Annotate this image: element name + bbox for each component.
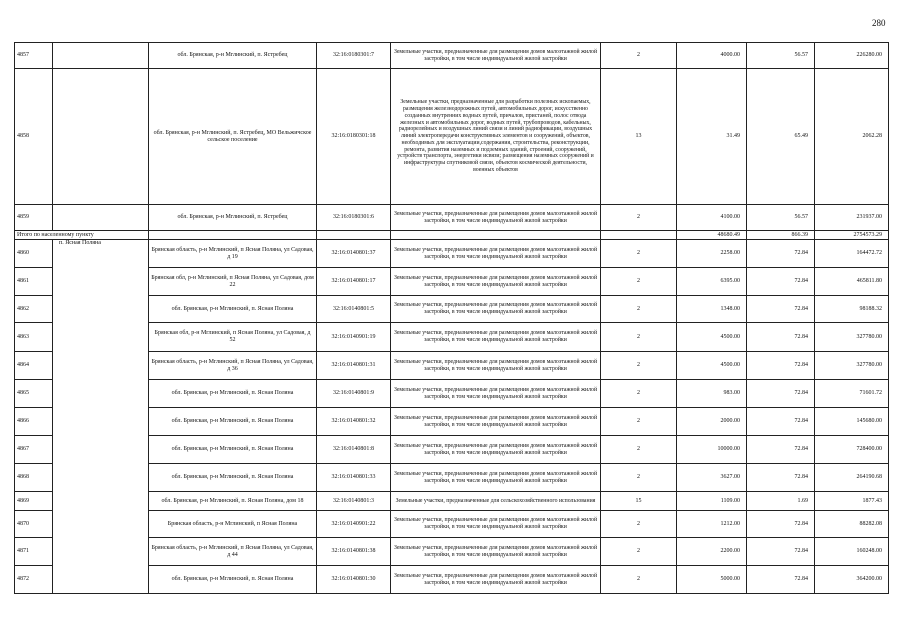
address-cell: обл. Брянская, р-н Мглинский, п. Ястребец: [149, 43, 317, 69]
cadastral-number: 32:16:0140801:33: [317, 464, 391, 492]
rate-cell: 56.57: [747, 205, 815, 231]
land-use-cell: Земельные участки, предназначенные для размещения домов малоэтажной жилой застройки, в том числе индивидуальной жилой застройки: [391, 268, 601, 296]
value-cell: 226280.00: [815, 43, 889, 69]
row-number: 4862: [15, 296, 53, 323]
area-cell: 4100.00: [677, 205, 747, 231]
settlement-name: п. Ясная Поляна: [53, 240, 149, 594]
land-valuation-table: [14, 42, 889, 594]
value-cell: 728400.00: [815, 436, 889, 464]
value-cell: 327780.00: [815, 323, 889, 352]
row-number: 4864: [15, 352, 53, 380]
area-cell: 2000.00: [677, 408, 747, 436]
value-cell: 71601.72: [815, 380, 889, 408]
area-cell: 6395.00: [677, 268, 747, 296]
subtotal-row: [15, 231, 889, 240]
group-cell: 2: [601, 380, 677, 408]
area-cell: 4000.00: [677, 43, 747, 69]
rate-cell: 72.84: [747, 538, 815, 566]
rate-cell: 72.84: [747, 352, 815, 380]
land-use-cell: Земельные участки, предназначенные для размещения домов малоэтажной жилой застройки, в том числе индивидуальной жилой застройки: [391, 408, 601, 436]
cadastral-number: 32:16:0140801:30: [317, 566, 391, 594]
value-cell: 160248.00: [815, 538, 889, 566]
row-number: 4857: [15, 43, 53, 69]
group-cell: 2: [601, 538, 677, 566]
rate-cell: 72.84: [747, 511, 815, 538]
land-use-cell: Земельные участки, предназначенные для размещения домов малоэтажной жилой застройки, в том числе индивидуальной жилой застройки: [391, 205, 601, 231]
group-cell: 15: [601, 492, 677, 511]
address-cell: обл. Брянская, р-н Мглинский, п. Ясная Поляна, дом 18: [149, 492, 317, 511]
group-cell: 2: [601, 464, 677, 492]
table-row: [15, 43, 889, 69]
area-cell: 31.49: [677, 69, 747, 205]
value-cell: 327780.00: [815, 352, 889, 380]
value-cell: 231937.00: [815, 205, 889, 231]
address-cell: обл. Брянская, р-н Мглинский, п. Ясная Поляна: [149, 436, 317, 464]
rate-cell: 56.57: [747, 43, 815, 69]
address-cell: обл. Брянская, р-н Мглинский, п. Ясная Поляна: [149, 464, 317, 492]
address-cell: обл. Брянская, р-н Мглинский, п. Ястребец, МО Вельжичское сельское поселение: [149, 69, 317, 205]
row-number: 4860: [15, 240, 53, 268]
group-cell: 2: [601, 566, 677, 594]
area-cell: 2200.00: [677, 538, 747, 566]
area-cell: 4500.00: [677, 352, 747, 380]
empty-cell: [53, 205, 149, 231]
land-use-cell: Земельные участки, предназначенные для размещения домов малоэтажной жилой застройки, в том числе индивидуальной жилой застройки: [391, 323, 601, 352]
group-cell: 13: [601, 69, 677, 205]
group-cell: 2: [601, 323, 677, 352]
group-cell: 2: [601, 436, 677, 464]
empty-cell: [53, 69, 149, 205]
value-cell: 98188.32: [815, 296, 889, 323]
group-cell: 2: [601, 205, 677, 231]
group-cell: 2: [601, 43, 677, 69]
row-number: 4865: [15, 380, 53, 408]
area-cell: 1109.00: [677, 492, 747, 511]
row-number: 4869: [15, 492, 53, 511]
land-use-cell: Земельные участки, предназначенные для размещения домов малоэтажной жилой застройки, в том числе индивидуальной жилой застройки: [391, 464, 601, 492]
land-use-cell: Земельные участки, предназначенные для размещения домов малоэтажной жилой застройки, в том числе индивидуальной жилой застройки: [391, 566, 601, 594]
cadastral-number: 32:16:0140801:37: [317, 240, 391, 268]
group-cell: 2: [601, 268, 677, 296]
rate-cell: 72.84: [747, 296, 815, 323]
address-cell: Брянская обл, р-н Мглинский, п Ясная Поляна, ул Садовая, д 52: [149, 323, 317, 352]
land-use-cell: Земельные участки, предназначенные для размещения домов малоэтажной жилой застройки, в том числе индивидуальной жилой застройки: [391, 511, 601, 538]
row-number: 4863: [15, 323, 53, 352]
land-use-cell: Земельные участки, предназначенные для размещения домов малоэтажной жилой застройки, в том числе индивидуальной жилой застройки: [391, 240, 601, 268]
value-cell: 145680.00: [815, 408, 889, 436]
cadastral-number: 32:16:0140801:9: [317, 380, 391, 408]
address-cell: Брянская область, р-н Мглинский, п Ясная Поляна, ул Садовая, д 36: [149, 352, 317, 380]
cadastral-number: 32:16:0140801:8: [317, 436, 391, 464]
row-number: 4870: [15, 511, 53, 538]
row-number: 4871: [15, 538, 53, 566]
address-cell: обл. Брянская, р-н Мглинский, п. Ясная Поляна: [149, 566, 317, 594]
row-number: 4872: [15, 566, 53, 594]
row-number: 4868: [15, 464, 53, 492]
value-cell: 164472.72: [815, 240, 889, 268]
address-cell: обл. Брянская, р-н Мглинский, п. Ясная Поляна: [149, 380, 317, 408]
row-number: 4867: [15, 436, 53, 464]
value-cell: 364200.00: [815, 566, 889, 594]
cadastral-number: 32:16:0140801:38: [317, 538, 391, 566]
area-cell: 1212.00: [677, 511, 747, 538]
address-cell: Брянская обл, р-н Мглинский, п Ясная Поляна, ул Садовая, дом 22: [149, 268, 317, 296]
subtotal-area: 48680.49: [677, 231, 747, 240]
rate-cell: 65.49: [747, 69, 815, 205]
land-use-cell: Земельные участки, предназначенные для размещения домов малоэтажной жилой застройки, в том числе индивидуальной жилой застройки: [391, 436, 601, 464]
cadastral-number: 32:16:0140801:32: [317, 408, 391, 436]
row-number: 4858: [15, 69, 53, 205]
rate-cell: 72.84: [747, 323, 815, 352]
land-use-cell: Земельные участки, предназначенные для размещения домов малоэтажной жилой застройки, в том числе индивидуальной жилой застройки: [391, 352, 601, 380]
rate-cell: 1.69: [747, 492, 815, 511]
land-use-cell: Земельные участки, предназначенные для размещения домов малоэтажной жилой застройки, в том числе индивидуальной жилой застройки: [391, 296, 601, 323]
rate-cell: 72.84: [747, 566, 815, 594]
area-cell: 2258.00: [677, 240, 747, 268]
group-cell: 2: [601, 352, 677, 380]
row-number: 4866: [15, 408, 53, 436]
row-number: 4859: [15, 205, 53, 231]
cadastral-number: 32:16:0140801:3: [317, 492, 391, 511]
address-cell: обл. Брянская, р-н Мглинский, п. Ястребец: [149, 205, 317, 231]
subtotal-rate: 866.39: [747, 231, 815, 240]
cadastral-number: 32:16:0140801:31: [317, 352, 391, 380]
table-row: [15, 69, 889, 205]
value-cell: 88282.08: [815, 511, 889, 538]
address-cell: обл. Брянская, р-н Мглинский, п. Ясная Поляна: [149, 408, 317, 436]
rate-cell: 72.84: [747, 268, 815, 296]
address-cell: Брянская область, р-н Мглинский, п Ясная Поляна: [149, 511, 317, 538]
address-cell: Брянская область, р-н Мглинский, п Ясная Поляна, ул Садовая, д 44: [149, 538, 317, 566]
table-row: [15, 205, 889, 231]
row-number: 4861: [15, 268, 53, 296]
value-cell: 2062.28: [815, 69, 889, 205]
land-use-cell: Земельные участки, предназначенные для сельскохозяйственного использования: [391, 492, 601, 511]
value-cell: 1877.43: [815, 492, 889, 511]
land-use-cell: Земельные участки, предназначенные для размещения домов малоэтажной жилой застройки, в том числе индивидуальной жилой застройки: [391, 380, 601, 408]
land-use-cell: Земельные участки, предназначенные для разработки полезных ископаемых, размещения железнодорожных путей, автомобильных дорог, искусственно созданных внутренних водных путей, причалов, пристаней, полос отвода железных и автомобильных дорог, водных путей, трубопроводов, кабельных, радиорелейных и воздушных линий связи и линий радиофикации, воздушных линий электропередачи конструктивных элементов и сооружений, объектов, необходимых для эксплуатации,содержания, строительства, реконструкции, ремонта, развития наземных и подземных зданий, строений, сооружений, устройств транспорта, энергетики иcвязи; размещения наземных сооружений и инфраструктуры спутниковой связи, объектов космической деятельности, военных объектов: [391, 69, 601, 205]
cadastral-number: 32:16:0140901:19: [317, 323, 391, 352]
cadastral-number: 32:16:0180301:18: [317, 69, 391, 205]
rate-cell: 72.84: [747, 240, 815, 268]
value-cell: 465811.80: [815, 268, 889, 296]
subtotal-label: Итого по населенному пункту: [15, 231, 149, 240]
cadastral-number: 32:16:0180301:7: [317, 43, 391, 69]
rate-cell: 72.84: [747, 380, 815, 408]
cadastral-number: 32:16:0140801:5: [317, 296, 391, 323]
group-cell: 2: [601, 511, 677, 538]
area-cell: 4500.00: [677, 323, 747, 352]
cadastral-number: 32:16:0140901:22: [317, 511, 391, 538]
group-cell: 2: [601, 296, 677, 323]
land-use-cell: Земельные участки, предназначенные для размещения домов малоэтажной жилой застройки, в том числе индивидуальной жилой застройки: [391, 538, 601, 566]
subtotal-value: 2754573.29: [815, 231, 889, 240]
rate-cell: 72.84: [747, 436, 815, 464]
cadastral-number: 32:16:0140801:17: [317, 268, 391, 296]
cadastral-number: 32:16:0180301:6: [317, 205, 391, 231]
empty-cell: [53, 43, 149, 69]
page-number: 280: [872, 18, 886, 28]
area-cell: 3627.00: [677, 464, 747, 492]
area-cell: 983.00: [677, 380, 747, 408]
group-cell: 2: [601, 408, 677, 436]
address-cell: обл. Брянская, р-н Мглинский, п. Ясная Поляна: [149, 296, 317, 323]
rate-cell: 72.84: [747, 408, 815, 436]
value-cell: 264190.68: [815, 464, 889, 492]
address-cell: Брянская область, р-н Мглинский, п Ясная Поляна, ул Садовая, д 19: [149, 240, 317, 268]
table-row: [15, 240, 889, 268]
rate-cell: 72.84: [747, 464, 815, 492]
area-cell: 1348.00: [677, 296, 747, 323]
area-cell: 10000.00: [677, 436, 747, 464]
area-cell: 5000.00: [677, 566, 747, 594]
group-cell: 2: [601, 240, 677, 268]
land-use-cell: Земельные участки, предназначенные для размещения домов малоэтажной жилой застройки, в том числе индивидуальной жилой застройки: [391, 43, 601, 69]
